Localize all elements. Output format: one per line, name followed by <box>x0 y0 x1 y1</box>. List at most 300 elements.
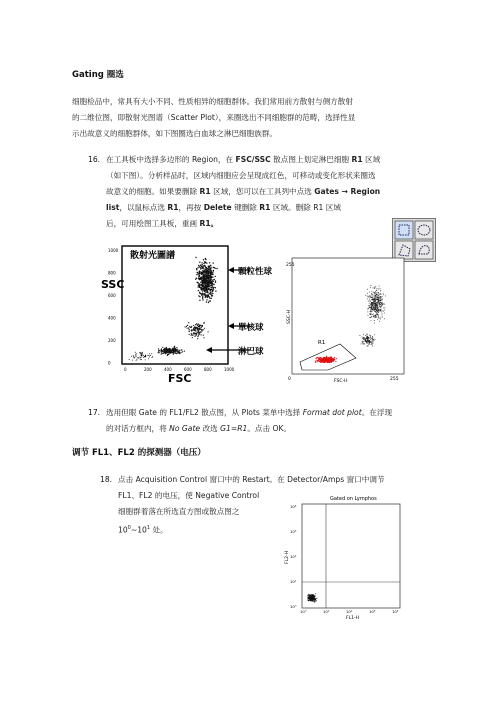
granulocyte-dot <box>377 308 378 309</box>
plot2-xright: 255 <box>390 377 399 382</box>
granulocyte-dot <box>372 294 373 295</box>
granulocyte-dot <box>367 315 368 316</box>
monocyte-dot <box>186 326 187 327</box>
debris-dot <box>151 353 152 354</box>
granulocyte-dot <box>210 282 211 283</box>
monocyte-dot <box>199 328 200 329</box>
monocyte-dot <box>187 325 188 326</box>
negative-control-dot <box>311 597 312 598</box>
granulocyte-dot <box>211 295 212 296</box>
lymphocyte-dot <box>169 353 170 354</box>
granulocyte-dot <box>367 293 368 294</box>
granulocyte-dot <box>376 309 377 310</box>
granulocyte-dot <box>381 305 382 306</box>
t: 改选 <box>200 424 221 433</box>
lymphocyte-dot <box>164 350 165 351</box>
plot1-xtick: 800 <box>204 367 212 372</box>
t: FSC/SSC <box>235 155 271 164</box>
granulocyte-dot <box>371 302 372 303</box>
granulocyte-dot <box>380 293 381 294</box>
monocyte-dot <box>192 337 193 338</box>
debris-dot <box>134 357 135 358</box>
granulocyte-dot <box>380 302 381 303</box>
monocyte-dot <box>189 330 190 331</box>
granulocyte-dot <box>383 308 384 309</box>
granulocyte-dot <box>207 283 208 284</box>
step17-line2 <box>106 421 436 437</box>
monocyte-dot <box>363 334 364 335</box>
debris-dot <box>142 353 143 354</box>
monocyte-dot <box>200 334 201 335</box>
granulocyte-dot <box>376 310 377 311</box>
lymphocyte-dot-gated <box>326 357 327 358</box>
monocyte-dot <box>200 325 201 326</box>
monocyte-dot <box>359 335 360 336</box>
negative-control-dot <box>314 601 315 602</box>
monocyte-dot <box>204 328 205 329</box>
plot3-ytick: 10³ <box>290 529 297 534</box>
negative-control-dot <box>313 601 314 602</box>
plot2-origin: 0 <box>288 377 291 382</box>
debris-dot <box>152 357 153 358</box>
granulocyte-dot <box>367 289 368 290</box>
step18-line1: 点击 Acquisition Control 窗口中的 Restart。在 Detector/Amps 窗口中调节 <box>118 475 385 484</box>
granulocyte-dot <box>204 273 205 274</box>
lymphocyte-dot-gated <box>325 361 326 362</box>
lymphocyte-dot-gated <box>329 360 330 361</box>
granulocyte-dot <box>205 258 206 259</box>
granulocyte-dot <box>200 277 201 278</box>
step-17-text <box>106 405 436 437</box>
monocyte-dot <box>372 343 373 344</box>
granulocyte-dot <box>370 301 371 302</box>
debris-dot <box>143 355 144 356</box>
granulocyte-dot <box>372 314 373 315</box>
granulocyte-dot <box>202 284 203 285</box>
granulocyte-dot <box>206 301 207 302</box>
lymphocyte-dot <box>172 352 173 353</box>
granulocyte-dot <box>375 311 376 312</box>
plot2-ylabel: SSC-H <box>287 310 292 324</box>
monocyte-dot <box>201 330 202 331</box>
t: 0 <box>127 525 131 531</box>
region-r1-label: R1 <box>318 340 326 346</box>
granulocyte-dot <box>382 314 383 315</box>
lymphocyte-dot <box>162 353 163 354</box>
lymphocyte-dot <box>180 350 181 351</box>
lymphocyte-dot-gated <box>316 357 317 358</box>
monocyte-dot <box>372 337 373 338</box>
lymphocyte-dot-gated <box>325 358 326 359</box>
granulocyte-dot <box>374 287 375 288</box>
lymphocyte-dot <box>176 347 177 348</box>
plot1-ytick: 0 <box>108 360 111 366</box>
granulocyte-dot <box>380 300 381 301</box>
negative-control-dot <box>312 599 313 600</box>
granulocyte-dot <box>208 302 209 303</box>
granulocyte-dot <box>204 278 205 279</box>
granulocyte-dot <box>374 296 375 297</box>
granulocyte-dot <box>199 273 200 274</box>
monocyte-dot <box>366 341 367 342</box>
granulocyte-dot <box>375 306 376 307</box>
granulocyte-dot <box>379 294 380 295</box>
granulocyte-dot <box>204 282 205 283</box>
lymphocyte-dot-gated <box>318 359 319 360</box>
monocyte-dot <box>363 341 364 342</box>
granulocyte-dot <box>200 279 201 280</box>
step-18-number: 18. <box>100 475 113 484</box>
negative-control-dot <box>313 597 314 598</box>
plot1-xtick: 0 <box>124 367 127 372</box>
granulocyte-dot <box>369 314 370 315</box>
granulocyte-dot <box>378 301 379 302</box>
granulocyte-dot <box>200 268 201 269</box>
granulocyte-dot <box>379 302 380 303</box>
negative-control-dot <box>310 595 311 596</box>
granulocyte-dot <box>373 314 374 315</box>
granulocyte-dot <box>368 301 369 302</box>
plot3-svg <box>282 492 408 620</box>
lymphocyte-dot <box>182 351 183 352</box>
granulocyte-dot <box>374 315 375 316</box>
granulocyte-dot <box>369 299 370 300</box>
granulocyte-dot <box>372 303 373 304</box>
granulocyte-dot <box>377 299 378 300</box>
monocyte-dot <box>368 345 369 346</box>
monocyte-dot <box>362 337 363 338</box>
lymphocyte-dot <box>173 354 174 355</box>
lymphocyte-dot-gated <box>330 359 331 360</box>
monocyte-dot <box>372 344 373 345</box>
negative-control-dot <box>312 600 313 601</box>
freehand-region-icon[interactable] <box>415 241 433 259</box>
plot3-ylabel: FL2-H <box>285 551 290 564</box>
granulocyte-dot <box>197 286 198 287</box>
lymphocyte-dot-gated <box>327 361 328 362</box>
granulocyte-dot <box>376 303 377 304</box>
monocyte-dot <box>369 344 370 345</box>
monocyte-dot <box>193 333 194 334</box>
granulocyte-dot <box>208 266 209 267</box>
negative-control-dot <box>314 596 315 597</box>
granulocyte-dot <box>211 298 212 299</box>
arrowhead-granulocyte <box>228 267 234 273</box>
granulocyte-dot <box>379 298 380 299</box>
granulocyte-dot <box>207 271 208 272</box>
monocyte-dot <box>365 340 366 341</box>
granulocyte-dot <box>371 313 372 314</box>
debris-dot <box>136 353 137 354</box>
granulocyte-dot <box>206 285 207 286</box>
monocyte-dot <box>191 334 192 335</box>
granulocyte-dot <box>372 305 373 306</box>
monocyte-dot <box>367 343 368 344</box>
monocyte-dot <box>363 339 364 340</box>
plot3-ytick: 10⁴ <box>290 504 297 509</box>
negative-control-dot <box>310 599 311 600</box>
debris-dot <box>135 354 136 355</box>
debris-dot <box>149 353 150 354</box>
granulocyte-dot <box>196 274 197 275</box>
negative-control-dot <box>316 600 317 601</box>
label-monocyte: 單核球 <box>238 323 264 333</box>
granulocyte-dot <box>381 300 382 301</box>
monocyte-dot <box>369 335 370 336</box>
lymphocyte-dot-gated <box>318 357 319 358</box>
monocyte-dot <box>197 338 198 339</box>
plot3-ytick: 10⁰ <box>290 604 297 609</box>
granulocyte-dot <box>205 297 206 298</box>
granulocyte-dot <box>372 300 373 301</box>
t: Format dot plot <box>302 408 362 417</box>
step17-line1 <box>106 405 436 421</box>
plot3-xtick: 10⁴ <box>392 609 399 614</box>
granulocyte-dot <box>199 286 200 287</box>
plot2-ytop: 255 <box>286 263 295 268</box>
monocyte-dot <box>361 343 362 344</box>
lymphocyte-dot <box>172 348 173 349</box>
granulocyte-dot <box>384 312 385 313</box>
lymphocyte-dot <box>179 352 180 353</box>
granulocyte-dot <box>381 304 382 305</box>
t: 区域 <box>362 155 381 164</box>
step16-line3 <box>106 184 436 200</box>
monocyte-dot <box>192 330 193 331</box>
negative-control-dot <box>313 599 314 600</box>
granulocyte-dot <box>381 298 382 299</box>
granulocyte-dot <box>203 273 204 274</box>
negative-control-dot <box>309 600 310 601</box>
monocyte-dot <box>362 342 363 343</box>
monocyte-dot <box>374 334 375 335</box>
granulocyte-dot <box>372 305 373 306</box>
granulocyte-dot <box>210 280 211 281</box>
granulocyte-dot <box>369 305 370 306</box>
monocyte-dot <box>201 332 202 333</box>
granulocyte-dot <box>373 307 374 308</box>
negative-control-dot <box>314 600 315 601</box>
plot3-ytick: 10¹ <box>290 579 297 584</box>
granulocyte-dot <box>377 311 378 312</box>
lymphocyte-dot-gated <box>322 361 323 362</box>
monocyte-dot <box>203 329 204 330</box>
granulocyte-dot <box>370 311 371 312</box>
monocyte-dot <box>201 327 202 328</box>
monocyte-dot <box>371 341 372 342</box>
negative-control-dot <box>311 599 312 600</box>
granulocyte-dot <box>374 297 375 298</box>
monocyte-dot <box>199 325 200 326</box>
monocyte-dot <box>197 332 198 333</box>
granulocyte-dot <box>205 288 206 289</box>
granulocyte-dot <box>213 287 214 288</box>
granulocyte-dot <box>196 268 197 269</box>
debris-dot <box>152 356 153 357</box>
t: 选用但眼 Gate 的 FL1/FL2 散点图，从 Plots 菜单中选择 <box>106 408 303 417</box>
lymphocyte-dot <box>168 351 169 352</box>
granulocyte-dot <box>372 299 373 300</box>
t: R1 <box>259 203 271 212</box>
monocyte-dot <box>191 329 192 330</box>
granulocyte-dot <box>207 295 208 296</box>
granulocyte-dot <box>375 301 376 302</box>
t: R1 <box>351 155 363 164</box>
monocyte-dot <box>203 335 204 336</box>
granulocyte-dot <box>211 277 212 278</box>
granulocyte-dot <box>195 257 196 258</box>
granulocyte-dot <box>379 321 380 322</box>
granulocyte-dot <box>199 262 200 263</box>
negative-control-dot <box>315 593 316 594</box>
t: list <box>106 203 120 212</box>
granulocyte-dot <box>377 288 378 289</box>
monocyte-dot <box>197 328 198 329</box>
t: 区域。删除 R1 区域 <box>270 203 341 212</box>
debris-dot <box>140 359 141 360</box>
granulocyte-dot <box>202 283 203 284</box>
lymphocyte-dot <box>173 349 174 350</box>
granulocyte-dot <box>202 298 203 299</box>
granulocyte-dot <box>206 277 207 278</box>
negative-control-dot <box>312 595 313 596</box>
granulocyte-dot <box>374 307 375 308</box>
granulocyte-dot <box>371 291 372 292</box>
granulocyte-dot <box>204 291 205 292</box>
granulocyte-dot <box>208 295 209 296</box>
monocyte-dot <box>367 340 368 341</box>
granulocyte-dot <box>201 293 202 294</box>
granulocyte-dot <box>367 298 368 299</box>
lymphocyte-dot <box>177 352 178 353</box>
granulocyte-dot <box>201 266 202 267</box>
granulocyte-dot <box>205 261 206 262</box>
negative-control-dot <box>314 595 315 596</box>
monocyte-dot <box>191 330 192 331</box>
granulocyte-dot <box>376 305 377 306</box>
granulocyte-dot <box>206 268 207 269</box>
monocyte-dot <box>365 339 366 340</box>
granulocyte-dot <box>381 313 382 314</box>
granulocyte-dot <box>369 300 370 301</box>
granulocyte-dot <box>370 309 371 310</box>
debris-dot <box>136 360 137 361</box>
granulocyte-dot <box>380 294 381 295</box>
debris-dot <box>141 355 142 356</box>
granulocyte-dot <box>379 305 380 306</box>
granulocyte-dot <box>371 317 372 318</box>
lymphocyte-dot <box>162 347 163 348</box>
intro-line-2: 的二维位图，即散射光图谱（Scatter Plot），来圈选出不同细胞群的范畴，选择性显 <box>72 113 356 122</box>
lymphocyte-dot-gated <box>333 358 334 359</box>
monocyte-dot <box>373 339 374 340</box>
granulocyte-dot <box>374 303 375 304</box>
monocyte-dot <box>364 338 365 339</box>
granulocyte-dot <box>213 284 214 285</box>
lymphocyte-dot <box>179 350 180 351</box>
granulocyte-dot <box>377 319 378 320</box>
granulocyte-dot <box>199 287 200 288</box>
granulocyte-dot <box>209 298 210 299</box>
granulocyte-dot <box>380 307 381 308</box>
monocyte-dot <box>193 325 194 326</box>
plot3-ytick: 10² <box>290 554 297 559</box>
t: 10 <box>118 525 128 535</box>
step18-line2: FL1、FL2 的电压，使 Negative Control <box>118 491 260 500</box>
granulocyte-dot <box>203 263 204 264</box>
granulocyte-dot <box>385 295 386 296</box>
granulocyte-dot <box>373 301 374 302</box>
t: 。点击 OK。 <box>247 424 292 433</box>
monocyte-dot <box>371 342 372 343</box>
granulocyte-dot <box>207 269 208 270</box>
granulocyte-dot <box>373 316 374 317</box>
granulocyte-dot <box>209 288 210 289</box>
debris-dot <box>150 355 151 356</box>
monocyte-dot <box>365 335 366 336</box>
granulocyte-dot <box>378 312 379 313</box>
lymphocyte-dot-gated <box>317 360 318 361</box>
granulocyte-dot <box>210 273 211 274</box>
negative-control-dot <box>315 601 316 602</box>
granulocyte-dot <box>213 270 214 271</box>
granulocyte-dot <box>376 304 377 305</box>
lymphocyte-dot-gated <box>315 361 316 362</box>
plot1-ytick: 800 <box>108 270 116 276</box>
lymphocyte-dot <box>167 349 168 350</box>
granulocyte-dot <box>379 300 380 301</box>
granulocyte-dot <box>371 295 372 296</box>
lymphocyte-dot-gated <box>317 361 318 362</box>
granulocyte-dot <box>370 285 371 286</box>
debris-dot <box>140 352 141 353</box>
plot1-xlabel: FSC <box>168 372 192 385</box>
monocyte-dot <box>370 337 371 338</box>
plot1-svg <box>100 240 280 388</box>
t: 。在浮现 <box>361 408 393 417</box>
plot1-yticks <box>108 248 119 366</box>
granulocyte-dot <box>373 292 374 293</box>
granulocyte-dot <box>212 293 213 294</box>
negative-control-dot <box>308 596 309 597</box>
lymphocyte-dot <box>176 349 177 350</box>
granulocyte-dot <box>203 268 204 269</box>
granulocyte-dot <box>216 268 217 269</box>
monocyte-dot <box>368 342 369 343</box>
lymphocyte-dot-gated <box>330 361 331 362</box>
monocyte-dot <box>196 328 197 329</box>
granulocyte-dot <box>369 296 370 297</box>
negative-control-dot <box>309 597 310 598</box>
granulocyte-dot <box>382 303 383 304</box>
rectangle-region-icon[interactable] <box>395 221 413 239</box>
lymphocyte-dot-gated <box>327 359 328 360</box>
lymphocyte-dot <box>167 355 168 356</box>
granulocyte-dot <box>210 275 211 276</box>
granulocyte-dot <box>372 304 373 305</box>
monocyte-dot <box>188 322 189 323</box>
monocyte-dot <box>364 344 365 345</box>
granulocyte-dot <box>213 262 214 263</box>
lymphocyte-dot <box>167 354 168 355</box>
t: 散点图上划定淋巴细胞 <box>270 155 352 164</box>
debris-dot <box>147 355 148 356</box>
granulocyte-dot <box>375 317 376 318</box>
granulocyte-dot <box>206 290 207 291</box>
negative-control-dot <box>310 596 311 597</box>
negative-control-dot <box>309 598 310 599</box>
intro-paragraph <box>72 94 432 142</box>
